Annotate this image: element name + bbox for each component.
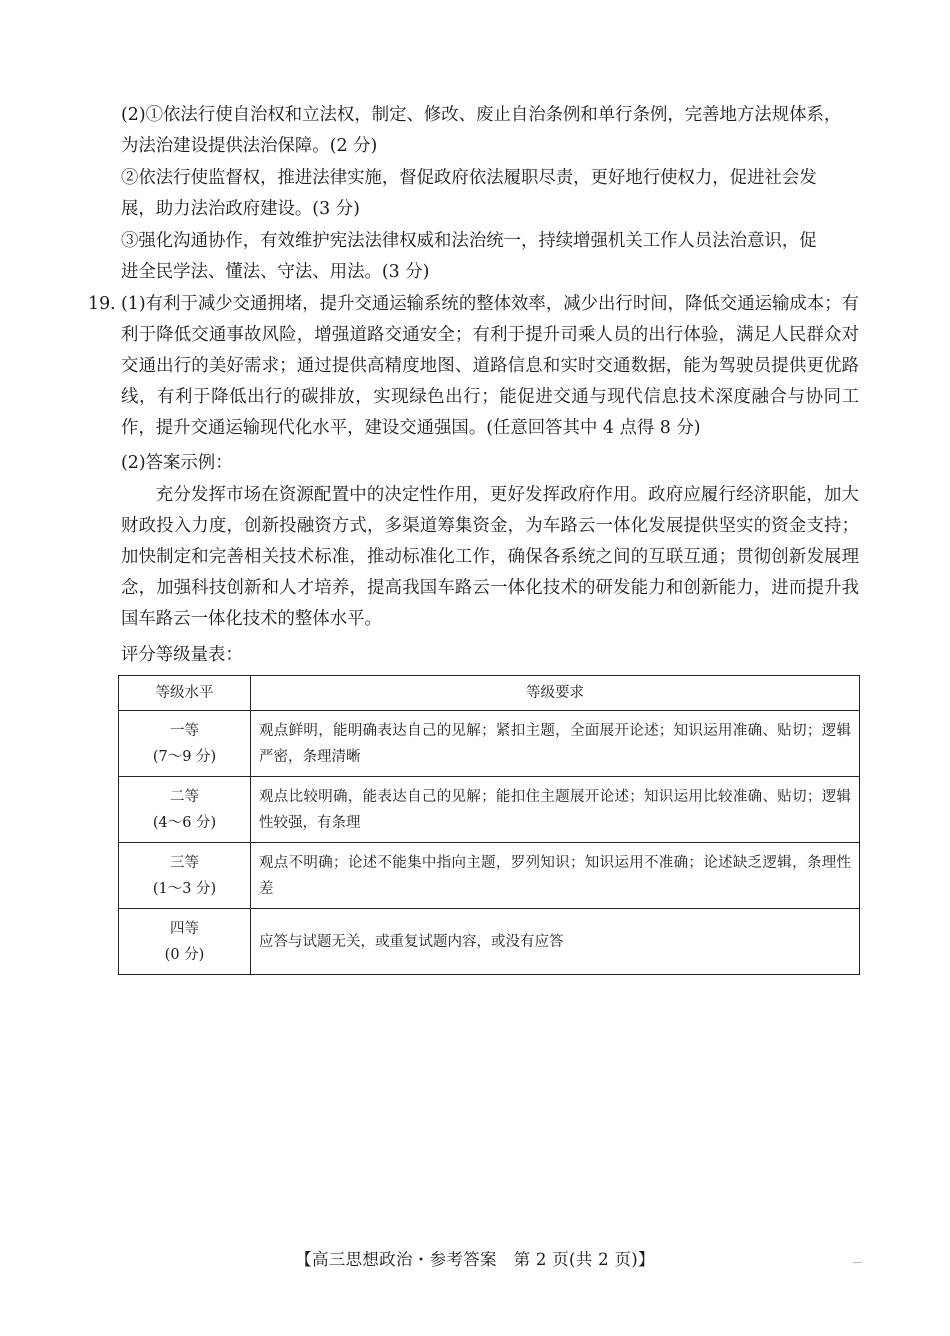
rubric-row: [119, 777, 860, 843]
rubric-title: 评分等级量表：: [121, 645, 243, 665]
page-footer: 【高三思想政治・参考答案 第 2 页(共 2 页)】: [295, 1250, 655, 1269]
rubric-level-cell: [119, 843, 251, 909]
rubric-header-requirement: 等级要求: [251, 676, 860, 711]
q19-number: 19.: [88, 294, 116, 314]
q18-item3-line1: ③强化沟通协作，有效维护宪法法律权威和法治统一，持续增强机关工作人员法治意识，促: [121, 231, 817, 251]
rubric-level: 三等: [170, 854, 199, 871]
rubric-score: (7～9 分): [152, 748, 217, 765]
rubric-row: [119, 843, 860, 909]
rubric-row: [119, 909, 860, 975]
q18-item2-line2: 展，助力法治政府建设。(3 分): [121, 199, 360, 219]
q18-item1-line2: 为法治建设提供法治保障。(2 分): [121, 136, 378, 156]
rubric-requirement: 观点比较明确，能表达自己的见解；能扣住主题展开论述；知识运用比较准确、贴切；逻辑性较强，有条理: [251, 777, 860, 843]
rubric-row: [119, 711, 860, 777]
q19-part2-body: 充分发挥市场在资源配置中的决定性作用，更好发挥政府作用。政府应履行经济职能，加大财政投入力度，创新投融资方式，多渠道筹集资金，为车路云一体化发展提供坚实的资金支持；加快制定和完善相关技术标准，推动标准化工作，确保各系统之间的互联互通；贯彻创新发展理念，加强科技创新和人才培养，提高我国车路云一体化技术的研发能力和创新能力，进而提升我国车路云一体化技术的整体水平。: [121, 485, 859, 629]
rubric-requirement: 观点不明确；论述不能集中指向主题，罗列知识；知识运用不准确；论述缺乏逻辑，条理性差: [251, 843, 860, 909]
rubric-level: 四等: [170, 920, 199, 937]
rubric-requirement: 应答与试题无关，或重复试题内容，或没有应答: [251, 909, 860, 975]
scan-speck: [853, 1262, 862, 1263]
rubric-level: 一等: [170, 722, 199, 739]
q19-part1: (1)有利于减少交通拥堵，提升交通运输系统的整体效率，减少出行时间，降低交通运输成本；有利于降低交通事故风险，增强道路交通安全；有利于提升司乘人员的出行体验，满足人民群众对交通出行的美好需求；通过提供高精度地图、道路信息和实时交通数据，能为驾驶员提供更优路线，有利于降低出行的碳排放，实现绿色出行；能促进交通与现代信息技术深度融合与协同工作，提升交通运输现代化水平，建设交通强国。(任意回答其中 4 点得 8 分): [121, 294, 859, 438]
rubric-level-cell: [119, 777, 251, 843]
rubric-score: (4～6 分): [152, 814, 217, 831]
rubric-table: [118, 675, 860, 975]
q18-item3-line2: 进全民学法、懂法、守法、用法。(3 分): [121, 262, 430, 282]
rubric-requirement: 观点鲜明，能明确表达自己的见解；紧扣主题，全面展开论述；知识运用准确、贴切；逻辑严密，条理清晰: [251, 711, 860, 777]
rubric-level: 二等: [170, 788, 199, 805]
rubric-level-cell: [119, 711, 251, 777]
q18-item1-line1: (2)①依法行使自治权和立法权，制定、修改、废止自治条例和单行条例，完善地方法规体系，: [121, 105, 842, 125]
q19-part2-heading: (2)答案示例：: [121, 453, 233, 473]
rubric-level-cell: [119, 909, 251, 975]
rubric-score: (0 分): [164, 946, 205, 963]
rubric-header-level: 等级水平: [119, 676, 251, 711]
q18-item2-line1: ②依法行使监督权，推进法律实施，督促政府依法履职尽责，更好地行使权力，促进社会发: [121, 168, 817, 188]
q18-part2-item2: [121, 163, 859, 225]
q18-part2-item1: [121, 100, 859, 162]
rubric-score: (1～3 分): [152, 880, 217, 897]
rubric-header-row: [119, 676, 860, 711]
q18-part2-item3: [121, 226, 859, 288]
